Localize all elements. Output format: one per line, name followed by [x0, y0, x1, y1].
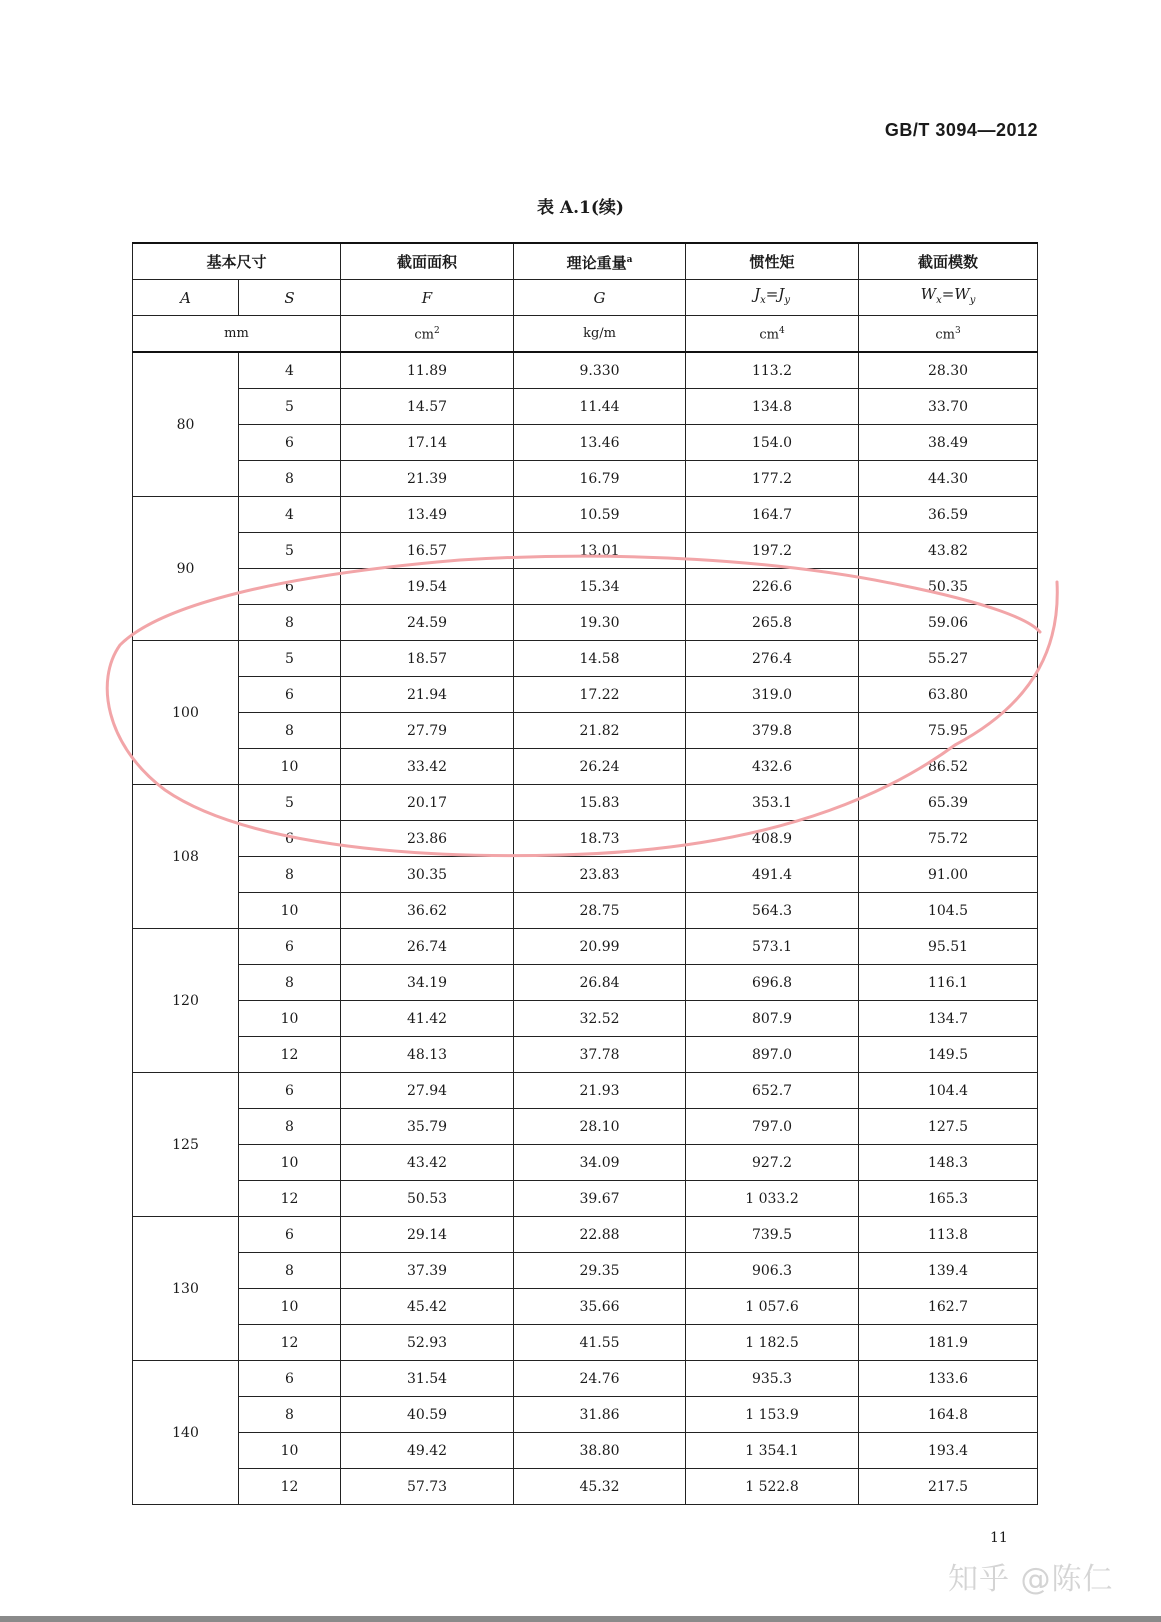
cell-F: 34.19 [341, 965, 514, 1001]
symbol-J-sub-x: x [760, 295, 766, 306]
cell-F: 37.39 [341, 1253, 514, 1289]
table-row [133, 857, 1038, 893]
cell-S: 6 [239, 821, 341, 857]
cell-F: 27.94 [341, 1073, 514, 1109]
cell-W: 149.5 [859, 1037, 1038, 1073]
cell-G: 31.86 [514, 1397, 686, 1433]
cell-S: 5 [239, 641, 341, 677]
table-row [133, 1433, 1038, 1469]
cell-F: 41.42 [341, 1001, 514, 1037]
table-row [133, 389, 1038, 425]
table-row [133, 1469, 1038, 1505]
cell-J: 177.2 [686, 461, 859, 497]
cell-A: 120 [133, 929, 239, 1073]
cell-S: 12 [239, 1181, 341, 1217]
table-row [133, 893, 1038, 929]
cell-S: 12 [239, 1325, 341, 1361]
cell-J: 1 033.2 [686, 1181, 859, 1217]
cell-S: 10 [239, 1289, 341, 1325]
cell-F: 24.59 [341, 605, 514, 641]
cell-W: 28.30 [859, 352, 1038, 389]
cell-W: 193.4 [859, 1433, 1038, 1469]
watermark: 知乎 @陈仁 [948, 1562, 1114, 1597]
cell-W: 65.39 [859, 785, 1038, 821]
cell-G: 14.58 [514, 641, 686, 677]
cell-A: 130 [133, 1217, 239, 1361]
cell-G: 28.10 [514, 1109, 686, 1145]
cell-W: 134.7 [859, 1001, 1038, 1037]
cell-J: 573.1 [686, 929, 859, 965]
table-row [133, 821, 1038, 857]
symbol-J [686, 280, 859, 316]
symbol-S: S [239, 280, 341, 316]
cell-J: 1 153.9 [686, 1397, 859, 1433]
table-row [133, 677, 1038, 713]
cell-J: 432.6 [686, 749, 859, 785]
cell-G: 9.330 [514, 352, 686, 389]
cell-G: 26.84 [514, 965, 686, 1001]
cell-W: 113.8 [859, 1217, 1038, 1253]
table-row [133, 1217, 1038, 1253]
cell-S: 6 [239, 1361, 341, 1397]
table-row [133, 785, 1038, 821]
cell-S: 4 [239, 352, 341, 389]
table-body [133, 352, 1038, 1505]
cell-F: 19.54 [341, 569, 514, 605]
unit-weight: kg/m [514, 316, 686, 353]
cell-S: 6 [239, 1217, 341, 1253]
cell-S: 6 [239, 929, 341, 965]
cell-W: 50.35 [859, 569, 1038, 605]
cell-W: 116.1 [859, 965, 1038, 1001]
section-property-table [132, 242, 1038, 1505]
cell-J: 906.3 [686, 1253, 859, 1289]
cell-W: 91.00 [859, 857, 1038, 893]
cell-J: 134.8 [686, 389, 859, 425]
unit-inertia-exp: 4 [778, 326, 785, 337]
table-row [133, 425, 1038, 461]
table-row [133, 497, 1038, 533]
cell-G: 37.78 [514, 1037, 686, 1073]
cell-G: 13.46 [514, 425, 686, 461]
cell-G: 26.24 [514, 749, 686, 785]
cell-F: 40.59 [341, 1397, 514, 1433]
cell-J: 154.0 [686, 425, 859, 461]
cell-G: 11.44 [514, 389, 686, 425]
cell-W: 164.8 [859, 1397, 1038, 1433]
cell-W: 36.59 [859, 497, 1038, 533]
cell-J: 113.2 [686, 352, 859, 389]
cell-G: 38.80 [514, 1433, 686, 1469]
cell-G: 15.83 [514, 785, 686, 821]
cell-W: 95.51 [859, 929, 1038, 965]
cell-W: 75.72 [859, 821, 1038, 857]
symbol-W-sub-y: y [969, 295, 976, 306]
cell-W: 86.52 [859, 749, 1038, 785]
cell-S: 8 [239, 1397, 341, 1433]
cell-G: 32.52 [514, 1001, 686, 1037]
cell-J: 197.2 [686, 533, 859, 569]
cell-S: 8 [239, 605, 341, 641]
cell-S: 10 [239, 1001, 341, 1037]
cell-G: 34.09 [514, 1145, 686, 1181]
symbol-J-letter: J [754, 285, 761, 303]
table-row [133, 533, 1038, 569]
table-row [133, 1253, 1038, 1289]
symbol-W-letter: W [920, 285, 937, 303]
cell-S: 12 [239, 1037, 341, 1073]
cell-S: 8 [239, 713, 341, 749]
symbol-W-equals: = [941, 285, 955, 303]
table-row [133, 965, 1038, 1001]
cell-J: 935.3 [686, 1361, 859, 1397]
cell-W: 38.49 [859, 425, 1038, 461]
cell-S: 10 [239, 749, 341, 785]
header-modulus: 截面模数 [859, 243, 1038, 280]
unit-inertia-cm: cm [759, 327, 779, 343]
page-number: 11 [990, 1530, 1008, 1546]
table-row [133, 1109, 1038, 1145]
cell-J: 164.7 [686, 497, 859, 533]
cell-A: 125 [133, 1073, 239, 1217]
cell-S: 10 [239, 1145, 341, 1181]
cell-F: 21.94 [341, 677, 514, 713]
unit-inertia [686, 316, 859, 353]
cell-G: 19.30 [514, 605, 686, 641]
cell-A: 100 [133, 641, 239, 785]
cell-W: 59.06 [859, 605, 1038, 641]
cell-W: 148.3 [859, 1145, 1038, 1181]
cell-J: 226.6 [686, 569, 859, 605]
cell-J: 1 522.8 [686, 1469, 859, 1505]
table-title: 表 A.1(续) [537, 198, 624, 218]
cell-J: 491.4 [686, 857, 859, 893]
cell-G: 18.73 [514, 821, 686, 857]
cell-W: 127.5 [859, 1109, 1038, 1145]
cell-F: 14.57 [341, 389, 514, 425]
cell-F: 23.86 [341, 821, 514, 857]
cell-J: 927.2 [686, 1145, 859, 1181]
symbol-A: A [133, 280, 239, 316]
cell-G: 29.35 [514, 1253, 686, 1289]
cell-F: 50.53 [341, 1181, 514, 1217]
header-row-symbols [133, 280, 1038, 316]
symbol-W-sub-x: x [936, 295, 942, 306]
header-weight-label: 理论重量 [566, 254, 627, 272]
cell-F: 30.35 [341, 857, 514, 893]
table-row [133, 713, 1038, 749]
header-inertia: 惯性矩 [686, 243, 859, 280]
header-row-units [133, 316, 1038, 353]
cell-S: 12 [239, 1469, 341, 1505]
cell-S: 6 [239, 677, 341, 713]
cell-G: 23.83 [514, 857, 686, 893]
header-row-names [133, 243, 1038, 280]
cell-S: 8 [239, 461, 341, 497]
unit-area-exp: 2 [433, 326, 440, 337]
cell-J: 265.8 [686, 605, 859, 641]
table-row [133, 929, 1038, 965]
cell-S: 8 [239, 965, 341, 1001]
cell-G: 15.34 [514, 569, 686, 605]
cell-J: 319.0 [686, 677, 859, 713]
cell-F: 48.13 [341, 1037, 514, 1073]
cell-F: 13.49 [341, 497, 514, 533]
cell-F: 26.74 [341, 929, 514, 965]
table-row [133, 605, 1038, 641]
cell-W: 55.27 [859, 641, 1038, 677]
cell-W: 133.6 [859, 1361, 1038, 1397]
header-area: 截面面积 [341, 243, 514, 280]
cell-W: 104.5 [859, 893, 1038, 929]
cell-F: 17.14 [341, 425, 514, 461]
cell-J: 797.0 [686, 1109, 859, 1145]
cell-W: 217.5 [859, 1469, 1038, 1505]
table-row [133, 1325, 1038, 1361]
table-row [133, 1361, 1038, 1397]
cell-J: 408.9 [686, 821, 859, 857]
cell-J: 353.1 [686, 785, 859, 821]
cell-G: 20.99 [514, 929, 686, 965]
symbol-W [859, 280, 1038, 316]
cell-F: 35.79 [341, 1109, 514, 1145]
cell-J: 379.8 [686, 713, 859, 749]
symbol-F: F [341, 280, 514, 316]
symbol-G: G [514, 280, 686, 316]
cell-W: 63.80 [859, 677, 1038, 713]
cell-G: 41.55 [514, 1325, 686, 1361]
unit-area-cm: cm [414, 327, 434, 343]
cell-J: 1 057.6 [686, 1289, 859, 1325]
cell-F: 49.42 [341, 1433, 514, 1469]
cell-G: 24.76 [514, 1361, 686, 1397]
cell-A: 80 [133, 352, 239, 497]
cell-J: 652.7 [686, 1073, 859, 1109]
table-row [133, 1397, 1038, 1433]
cell-W: 43.82 [859, 533, 1038, 569]
cell-G: 16.79 [514, 461, 686, 497]
table-row [133, 1181, 1038, 1217]
cell-S: 8 [239, 1109, 341, 1145]
header-basic-size: 基本尺寸 [133, 243, 341, 280]
cell-G: 28.75 [514, 893, 686, 929]
cell-W: 104.4 [859, 1073, 1038, 1109]
cell-S: 8 [239, 1253, 341, 1289]
cell-A: 90 [133, 497, 239, 641]
cell-F: 27.79 [341, 713, 514, 749]
cell-S: 5 [239, 785, 341, 821]
cell-W: 33.70 [859, 389, 1038, 425]
cell-F: 29.14 [341, 1217, 514, 1253]
cell-W: 165.3 [859, 1181, 1038, 1217]
cell-S: 10 [239, 893, 341, 929]
cell-G: 17.22 [514, 677, 686, 713]
standard-number: GB/T 3094—2012 [884, 120, 1038, 140]
cell-A: 108 [133, 785, 239, 929]
cell-G: 10.59 [514, 497, 686, 533]
cell-J: 276.4 [686, 641, 859, 677]
cell-F: 11.89 [341, 352, 514, 389]
unit-mm: mm [133, 316, 341, 353]
symbol-W-letter-2: W [954, 285, 970, 303]
header-weight-footnote-mark: a [626, 255, 633, 265]
table-row [133, 1289, 1038, 1325]
cell-S: 10 [239, 1433, 341, 1469]
table-row [133, 749, 1038, 785]
cell-J: 1 182.5 [686, 1325, 859, 1361]
table-row [133, 461, 1038, 497]
table-row [133, 1001, 1038, 1037]
cell-G: 45.32 [514, 1469, 686, 1505]
cell-F: 45.42 [341, 1289, 514, 1325]
cell-G: 35.66 [514, 1289, 686, 1325]
unit-modulus-cm: cm [935, 327, 955, 343]
cell-W: 162.7 [859, 1289, 1038, 1325]
cell-J: 807.9 [686, 1001, 859, 1037]
unit-area [341, 316, 514, 353]
symbol-J-sub-y: y [784, 295, 790, 306]
table-row [133, 352, 1038, 389]
unit-modulus [859, 316, 1038, 353]
symbol-J-letter-2: J [778, 285, 785, 303]
cell-J: 696.8 [686, 965, 859, 1001]
cell-S: 6 [239, 1073, 341, 1109]
cell-F: 52.93 [341, 1325, 514, 1361]
cell-W: 139.4 [859, 1253, 1038, 1289]
cell-F: 16.57 [341, 533, 514, 569]
unit-modulus-exp: 3 [954, 326, 961, 337]
cell-G: 39.67 [514, 1181, 686, 1217]
cell-A: 140 [133, 1361, 239, 1505]
cell-S: 8 [239, 857, 341, 893]
table-row [133, 1145, 1038, 1181]
table-row [133, 1037, 1038, 1073]
cell-F: 21.39 [341, 461, 514, 497]
cell-G: 21.82 [514, 713, 686, 749]
cell-W: 44.30 [859, 461, 1038, 497]
cell-G: 13.01 [514, 533, 686, 569]
cell-S: 5 [239, 533, 341, 569]
symbol-J-equals: = [765, 285, 779, 303]
table-row [133, 1073, 1038, 1109]
table-row [133, 569, 1038, 605]
cell-J: 897.0 [686, 1037, 859, 1073]
cell-S: 5 [239, 389, 341, 425]
cell-G: 22.88 [514, 1217, 686, 1253]
cell-J: 739.5 [686, 1217, 859, 1253]
cell-F: 18.57 [341, 641, 514, 677]
cell-W: 75.95 [859, 713, 1038, 749]
cell-S: 4 [239, 497, 341, 533]
cell-F: 43.42 [341, 1145, 514, 1181]
cell-F: 20.17 [341, 785, 514, 821]
cell-F: 57.73 [341, 1469, 514, 1505]
cell-S: 6 [239, 569, 341, 605]
cell-F: 31.54 [341, 1361, 514, 1397]
cell-J: 1 354.1 [686, 1433, 859, 1469]
header-weight [514, 243, 686, 280]
cell-G: 21.93 [514, 1073, 686, 1109]
cell-J: 564.3 [686, 893, 859, 929]
cell-W: 181.9 [859, 1325, 1038, 1361]
cell-S: 6 [239, 425, 341, 461]
cell-F: 33.42 [341, 749, 514, 785]
cell-F: 36.62 [341, 893, 514, 929]
bottom-bar [0, 1616, 1161, 1622]
table-row [133, 641, 1038, 677]
